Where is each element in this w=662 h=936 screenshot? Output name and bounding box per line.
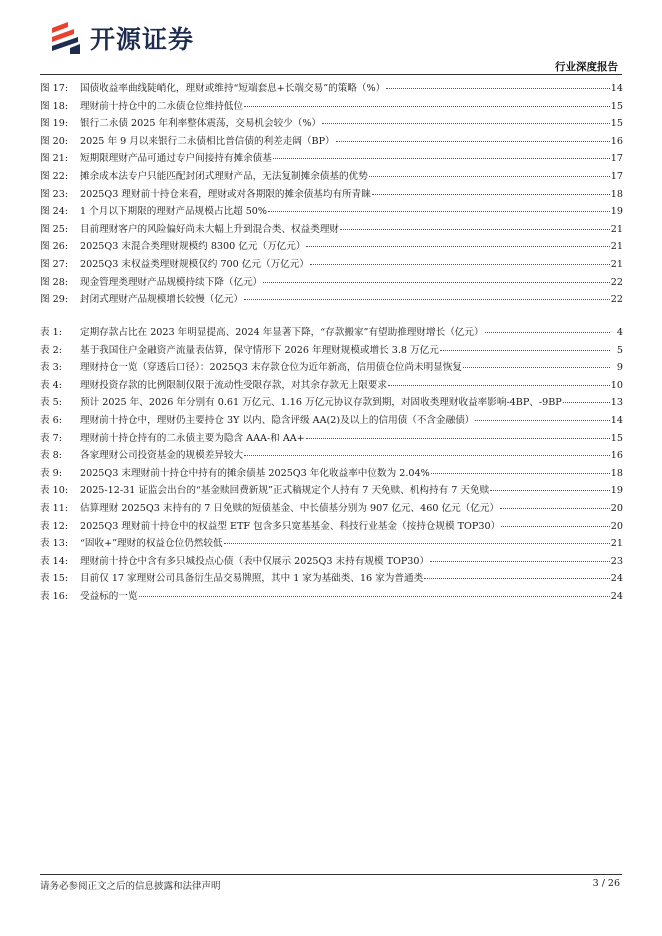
toc-table-entry[interactable] [40,324,623,342]
dot-leader [490,490,610,491]
toc-figure-entry[interactable] [40,80,623,98]
toc-figure-entry-number: 图 27: [40,258,69,270]
report-type-label: 行业深度报告 [555,61,618,73]
toc-table-entry-page: 18 [610,467,623,479]
toc-figure-entry-number: 图 22: [40,170,69,182]
toc-table-entry-page: 15 [610,432,623,444]
toc-table-entry[interactable] [40,588,623,606]
toc-table-entry[interactable] [40,482,623,500]
footer-divider [40,874,622,875]
toc-figure-entry-page: 15 [610,100,623,112]
toc-table-entry-number: 表 4: [40,379,62,391]
dot-leader [485,332,610,333]
toc-figure-entry-number: 图 18: [40,100,69,112]
dot-leader [501,526,610,527]
toc-figure-entry-number: 图 28: [40,276,69,288]
toc-table-entry-number: 表 13: [40,538,69,550]
toc-table-entry-title: 定期存款占比在 2023 年明显提高、2024 年显著下降，“存款搬家”有望助推理财增长（亿元） [80,327,484,338]
toc-table-entry[interactable] [40,535,623,553]
toc-figure-entry[interactable] [40,221,623,239]
brand-logo [48,18,194,58]
page-header [0,0,662,78]
toc-table-entry-title: “固收+”理财的权益仓位仍然较低 [80,538,223,550]
toc-figure-entry-page: 17 [610,170,623,182]
toc-table-entry-page: 19 [610,485,623,497]
toc-table-entry-page: 16 [610,450,623,462]
toc-figure-entry[interactable] [40,291,623,309]
toc-table-entry[interactable] [40,553,623,571]
dot-leader [430,561,610,562]
toc-table-entry-page: 13 [610,397,623,409]
toc-table-entry-number: 表 5: [40,397,62,409]
toc-table-entry-page: 24 [610,590,623,602]
toc-figure-entry-page: 14 [610,83,623,94]
toc-figure-entry-page: 18 [610,188,623,200]
dot-leader [322,123,610,124]
toc-figure-entry-number: 图 19: [40,118,69,130]
toc-table-entry[interactable] [40,447,623,465]
toc-figure-entry-page: 19 [610,206,623,218]
toc-figure-entry-title: 摊余成本法专户只能匹配封闭式理财产品，无法复制摊余债基的优势 [80,170,368,182]
toc-table-entry[interactable] [40,377,623,395]
toc-figure-entry[interactable] [40,274,623,292]
dot-leader [463,367,610,368]
dot-leader [139,596,610,597]
toc-figure-entry[interactable] [40,98,623,116]
dot-leader [500,508,610,509]
toc-table-entry[interactable] [40,500,623,518]
toc-table-entry-title: 受益标的一览 [80,590,138,602]
toc-table-entry[interactable] [40,394,623,412]
toc-table-entry-title: 估算理财 2025Q3 末持有的 7 日免赎的短债基金、中长债基分别为 907 亿元、460 亿元（亿元） [80,502,500,514]
toc-table-entry-number: 表 6: [40,414,62,426]
toc-table-entry-title: 理财前十持仓中，理财仍主要持仓 3Y 以内、隐含评级 AA(2)及以上的信用债（不含金融债） [80,414,475,426]
toc-table-entry-number: 表 15: [40,573,69,585]
dot-leader [273,158,610,159]
toc-table-entry-title: 2025Q3 末理财前十持仓中持有的摊余债基 2025Q3 年化收益率中位数为 2.04% [80,467,430,479]
toc-table-entry-title: 理财持仓一览（穿透后口径）：2025Q3 末存款仓位为近年新高，信用债仓位尚未明显恢复 [80,362,463,374]
dot-leader [424,578,610,579]
toc-figure-entry-title: 银行二永债 2025 年利率整体震荡，交易机会较少（%） [80,118,322,130]
table-list [40,324,623,606]
toc-figure-entry[interactable] [40,238,623,256]
toc-table-entry-title: 理财前十持仓持有的二永债主要为隐含 AAA-和 AA+ [80,432,305,444]
toc-table-entry-title: 理财投资存款的比例限制仅限于流动性受限存款，对其余存款无上限要求 [80,379,387,391]
toc-table-entry-page: 23 [610,555,623,567]
toc-figure-entry[interactable] [40,186,623,204]
toc-figure-entry-title: 封闭式理财产品规模增长较慢（亿元） [80,294,244,306]
dot-leader [306,438,610,439]
toc-table-entry-number: 表 1: [40,327,62,338]
toc-figure-entry[interactable] [40,133,623,151]
dot-leader [263,282,610,283]
toc-table-entry-number: 表 7: [40,432,62,444]
toc-figure-entry[interactable] [40,168,623,186]
toc-figure-entry[interactable] [40,203,623,221]
toc-figure-entry-page: 17 [610,153,623,165]
toc-figure-entry-number: 图 24: [40,206,69,218]
toc-table-entry-number: 表 11: [40,502,69,514]
toc-figure-entry-page: 22 [610,294,623,306]
figure-list [40,80,623,309]
toc-table-entry-number: 表 8: [40,450,62,462]
toc-figure-entry-title: 2025 年 9 月以来银行二永债相比普信债的利差走阔（BP） [80,135,335,147]
toc-figure-entry-number: 图 17: [40,83,69,94]
dot-leader [431,473,610,474]
toc-table-entry-page: 9 [616,362,623,374]
dot-leader [475,420,609,421]
toc-table-entry-title: 2025Q3 理财前十持仓中的权益型 ETF 包含多只宽基基金、科技行业基金（按持仓规模 TOP30） [80,520,501,532]
dot-leader [224,543,610,544]
toc-figure-entry-number: 图 23: [40,188,69,200]
toc-table-entry-title: 预计 2025 年、2026 年分别有 0.61 万亿元、1.16 万亿元协议存款到期，对固收类理财收益率影响-4BP、-9BP [80,397,562,409]
toc-figure-entry[interactable] [40,256,623,274]
toc-table-entry-title: 2025-12-31 证监会出台的“基金赎回费新规”正式稿规定个人持有 7 天免赎、机构持有 7 天免赎 [80,485,490,497]
toc-table-entry-number: 表 3: [40,362,62,374]
footer-disclaimer: 请务必参阅正文之后的信息披露和法律声明 [40,881,221,892]
dot-leader [244,106,610,107]
toc-figure-entry-page: 22 [610,276,623,288]
toc-figure-entry-title: 现金管理类理财产品规模持续下降（亿元） [80,276,263,288]
toc-table-entry-number: 表 9: [40,467,62,479]
dot-leader [268,211,610,212]
page-indicator: 3 / 26 [592,878,620,889]
toc-table-entry-page: 5 [616,344,623,356]
toc-table-entry[interactable] [40,412,623,430]
toc-table-entry-page: 24 [610,573,623,585]
dot-leader [244,455,610,456]
toc-figure-entry[interactable] [40,115,623,133]
toc-figure-entry-page: 21 [610,241,623,253]
dot-leader [336,141,610,142]
toc-table-entry-number: 表 14: [40,555,69,567]
toc-table-entry-page: 20 [610,520,623,532]
toc-figure-entry-title: 理财前十持仓中的二永债仓位维持低位 [80,100,244,112]
toc-table-entry-number: 表 10: [40,485,69,497]
toc-figure-entry-title: 2025Q3 末权益类理财规模仅约 700 亿元（万亿元） [80,258,309,270]
dot-leader [372,194,610,195]
toc-figure-entry-title: 2025Q3 理财前十持仓来看，理财或对各期限的摊余债基均有所青睐 [80,188,371,200]
toc-figure-entry-number: 图 20: [40,135,69,147]
toc-table-entry-title: 目前仅 17 家理财公司具备衍生品交易牌照，其中 1 家为基础类、16 家为普通类 [80,573,424,585]
toc-figure-entry-page: 21 [610,223,623,235]
toc-table-entry-number: 表 16: [40,590,69,602]
toc-table-entry[interactable] [40,359,623,377]
toc-table-entry-title: 各家理财公司投资基金的规模差异较大 [80,450,244,462]
toc-figure-entry-title: 1 个月以下期限的理财产品规模占比超 50% [80,206,268,218]
dot-leader [369,176,610,177]
dot-leader [244,299,610,300]
dot-leader [563,402,610,403]
toc-figure-entry-page: 15 [610,118,623,130]
toc-table-entry-number: 表 2: [40,344,62,356]
toc-figure-entry-title: 国债收益率曲线陡峭化，理财或维持“短端套息+长端交易”的策略（%） [80,83,386,94]
toc-figure-entry-number: 图 29: [40,294,69,306]
toc-table-entry-number: 表 12: [40,520,69,532]
toc-table-entry[interactable] [40,465,623,483]
toc-figure-entry-number: 图 21: [40,153,69,165]
dot-leader [340,229,610,230]
toc-table-entry-page: 20 [610,502,623,514]
toc-figure-entry-title: 2025Q3 末混合类理财规模约 8300 亿元（万亿元） [80,241,306,253]
toc-table-entry[interactable] [40,570,623,588]
dot-leader [306,246,609,247]
toc-table-entry-page: 14 [610,414,623,426]
header-divider [40,74,622,75]
toc-figure-entry-title: 短期限理财产品可通过专户间接持有摊余债基 [80,153,272,165]
toc-table-entry-page: 21 [610,538,623,550]
dot-leader [388,385,610,386]
toc-figure-entry[interactable] [40,150,623,168]
dot-leader [310,264,610,265]
brand-name: 开源证券 [90,25,195,54]
toc-figure-entry-page: 16 [610,135,623,147]
toc-table-entry[interactable] [40,430,623,448]
toc-figure-entry-number: 图 26: [40,241,69,253]
toc-table-entry[interactable] [40,518,623,536]
toc-table-entry[interactable] [40,342,623,360]
toc-table-entry-page: 10 [610,379,623,391]
toc-table-entry-title: 基于我国住户金融资产流量表估算，保守情形下 2026 年理财规模或增长 3.8 万亿元 [80,344,439,356]
dot-leader [440,350,610,351]
toc-table-entry-page: 4 [616,327,623,338]
toc-figure-entry-title: 目前理财客户的风险偏好尚未大幅上升到混合类、权益类理财 [80,223,340,235]
toc-figure-entry-number: 图 25: [40,223,69,235]
toc-figure-entry-page: 21 [610,258,623,270]
kaiyuan-logo-icon [48,18,84,58]
dot-leader [386,88,610,89]
toc-table-entry-title: 理财前十持仓中含有多只城投点心债（表中仅展示 2025Q3 末持有规模 TOP30） [80,555,430,567]
